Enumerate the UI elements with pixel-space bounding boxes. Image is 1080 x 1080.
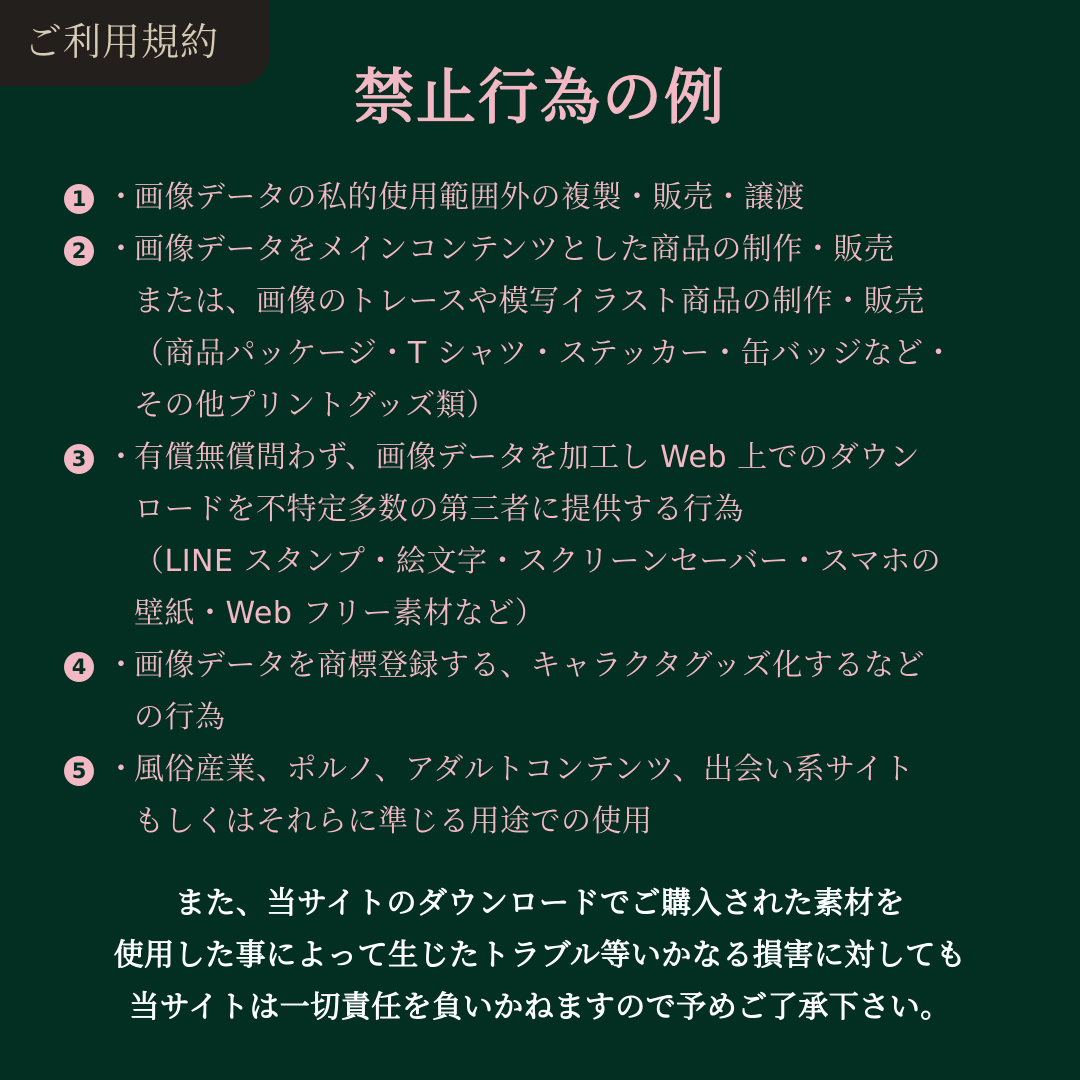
- rule-text-line: （商品パッケージ・T シャツ・ステッカー・缶バッジなど・: [134, 336, 955, 371]
- bullet: ・: [106, 752, 136, 787]
- rule-text-line: 有償無償問わず、画像データを加工し Web 上でのダウン: [134, 440, 921, 475]
- rule-text-line: もしくはそれらに準じる用途での使用: [134, 804, 653, 839]
- disclaimer-notice: [0, 878, 1080, 1034]
- rule-text-line: または、画像のトレースや模写イラスト商品の制作・販売: [134, 284, 925, 319]
- rule-text-line: ロードを不特定多数の第三者に提供する行為: [134, 492, 744, 527]
- rule-text-line: 画像データをメインコンテンツとした商品の制作・販売: [134, 232, 895, 267]
- rule-text-line: （LINE スタンプ・絵文字・スクリーンセーバー・スマホの: [134, 544, 942, 579]
- bullet: ・: [106, 440, 136, 475]
- rule-text-line: その他プリントグッズ類）: [134, 388, 497, 423]
- disclaimer-line: 当サイトは一切責任を負いかねますので予めご了承下さい。: [129, 990, 951, 1025]
- category-tag-label: ご利用規約: [24, 20, 220, 64]
- number-badge: 5: [64, 756, 94, 786]
- rule-item-5: [62, 744, 1052, 848]
- rule-text-line: 画像データを商標登録する、キャラクタグッズ化するなど: [134, 648, 925, 683]
- bullet: ・: [106, 648, 136, 683]
- rule-text-line: の行為: [134, 700, 226, 735]
- rule-item-2: [62, 224, 1052, 432]
- rule-text-line: 風俗産業、ポルノ、アダルトコンテンツ、出会い系サイト: [134, 752, 915, 787]
- page-title: 禁止行為の例: [354, 63, 726, 133]
- rule-item-4: [62, 640, 1052, 744]
- disclaimer-line: 使用した事によって生じたトラブル等いかなる損害に対しても: [113, 938, 967, 973]
- rule-text-line: 壁紙・Web フリー素材など）: [134, 596, 546, 631]
- disclaimer-line: また、当サイトのダウンロードでご購入された素材を: [175, 886, 905, 921]
- bullet: ・: [106, 232, 136, 267]
- rule-text-line: 画像データの私的使用範囲外の複製・販売・譲渡: [134, 180, 805, 215]
- number-badge: 3: [64, 444, 94, 474]
- rule-item-1: [62, 172, 1052, 224]
- number-badge: 4: [64, 652, 94, 682]
- prohibited-acts-list: [62, 172, 1052, 848]
- number-badge: 2: [64, 236, 94, 266]
- rule-item-3: [62, 432, 1052, 640]
- number-badge: 1: [64, 184, 94, 214]
- bullet: ・: [106, 180, 136, 215]
